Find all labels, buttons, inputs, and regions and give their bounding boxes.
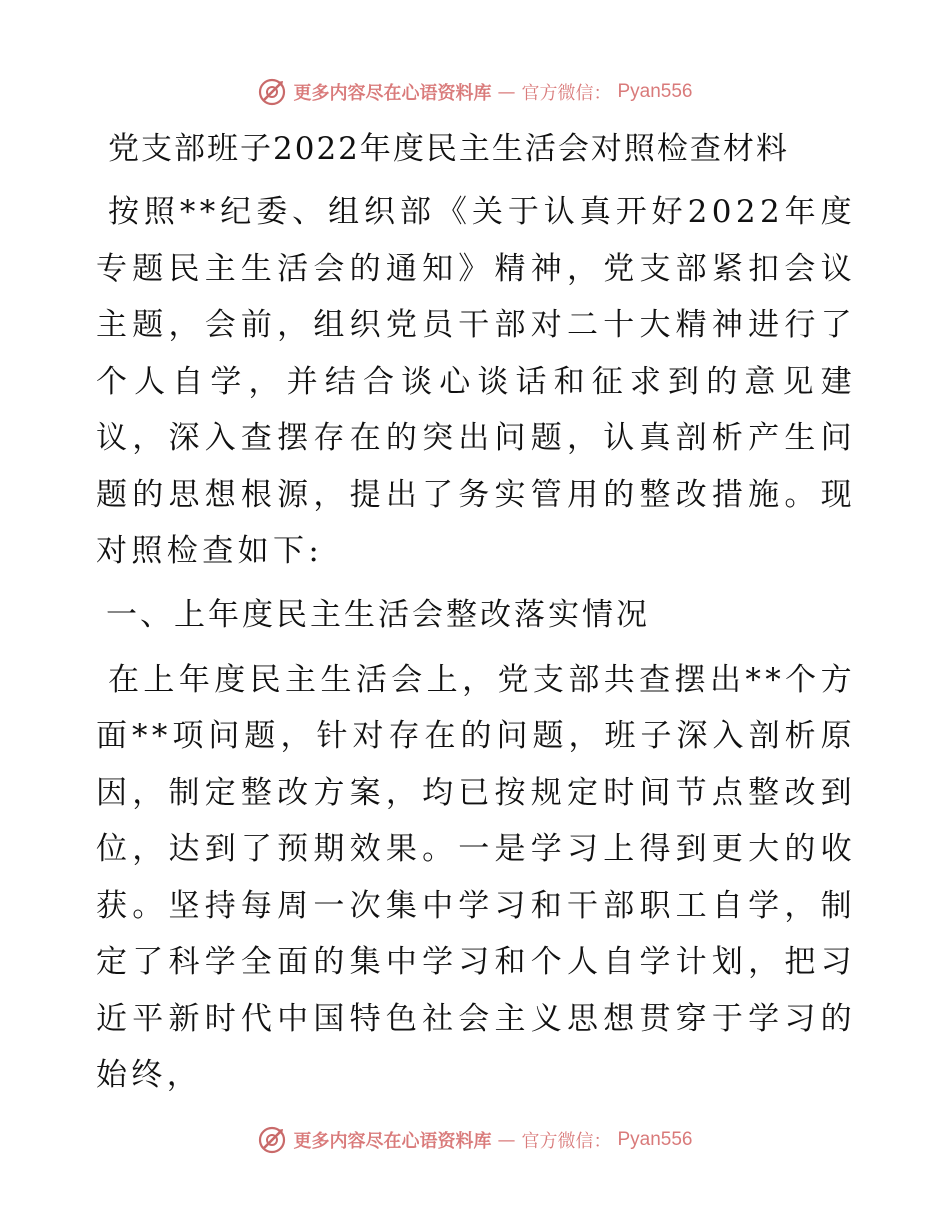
document-title: 党支部班子2022年度民主生活会对照检查材料 [108, 131, 789, 167]
watermark-account: Pyan556 [617, 1129, 693, 1150]
watermark-official-label: 官方微信： [521, 83, 612, 104]
intro-paragraph: 按照**纪委、组织部《关于认真开好2022年度专题民主生活会的通知》精神，党支部紧扣会议主题，会前，组织党员干部对二十大精神进行了个人自学，并结合谈心谈话和征求到的意见建议，深入查摆存在的突出问题，认真剖析产生问题的思想根源，提出了务实管用的整改措施。现对照检查如下: [96, 194, 856, 569]
brand-logo-icon [257, 77, 287, 107]
watermark-banner-top [0, 72, 950, 112]
watermark-brand-text: 更多内容尽在心语资料库 [293, 1131, 492, 1152]
watermark-separator: — [497, 1129, 516, 1151]
watermark-separator: — [497, 81, 516, 103]
watermark-banner-bottom [0, 1120, 950, 1160]
brand-logo-icon [257, 1125, 287, 1155]
section-paragraph: 在上年度民主生活会上，党支部共查摆出**个方面**项问题，针对存在的问题，班子深入剖析原因，制定整改方案，均已按规定时间节点整改到位，达到了预期效果。一是学习上得到更大的收获。坚持每周一次集中学习和干部职工自学，制定了科学全面的集中学习和个人自学计划，把习近平新时代中国特色社会主义思想贯穿于学习的始终， [96, 661, 856, 1093]
watermark-official-label: 官方微信： [521, 1131, 612, 1152]
document-body [96, 120, 856, 1110]
section-heading: 一、上年度民主生活会整改落实情况 [106, 596, 650, 633]
watermark-brand-text: 更多内容尽在心语资料库 [293, 83, 492, 104]
watermark-account: Pyan556 [617, 81, 693, 102]
